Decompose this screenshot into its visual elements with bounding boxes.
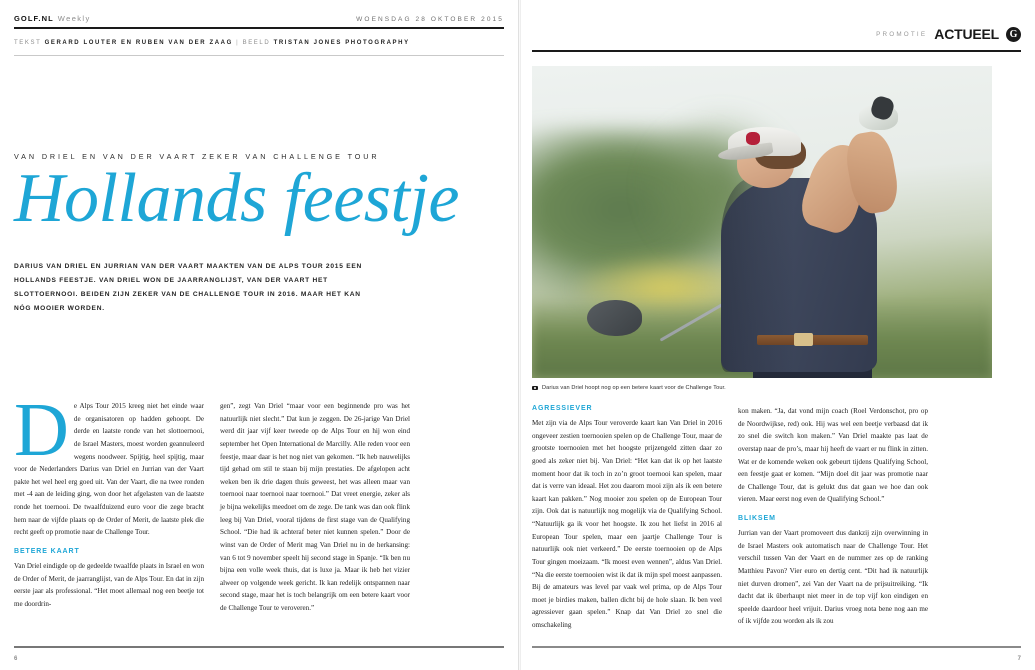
body-paragraph: kon maken. “Ja, dat vond mijn coach (Roel Verdonschot, pro op de Noordwijkse, red) ook. Hij was wel een beetje verbaasd dat ik zo snel die switch kon maken.” Van Driel maakte pas laat de overstap naar de pro’s, maar hij heeft de vaart er nu flink in zitten. Wat er de komende weken ook gebeurt tijdens Qualifying School, een feestje gaat er komen. “Mijn doel dit jaar was promotie naar de Challenge Tour, dat is gelukt dus dat gaan we hoe dan ook vieren. Maar eerst nog even de Qualifying School.” bbox=[738, 407, 928, 504]
body-paragraph: gen”, zegt Van Driel “maar voor een beginnende pro was het natuurlijk niet slecht.” Dat kun je zeggen. De 26-jarige Van Driel werd dit jaar vijf keer tweede op de Alps Tour en hij won eind september het Open International de Marcilly. Alle reden voor een feestje, maar daar is het nog niet van gekomen. “Ik heb nauwelijks tijd gehad om stil te staan bij mijn prestaties. De afgelopen acht weken ben ik drie dagen thuis geweest, het was alleen maar van toernooi naar toernooi naar toernooi.” Dat vreet energie, zeker als je bijna wekelijks meedoet om de zege. De tank was dan ook flink leeg bij Van Driel, vooral tijdens de first stage van de Qualifying School. “Die had ik achteraf beter niet kunnen spelen.” Door de winst van de Order of Merit mag Van Driel nu in de herkansing: van 6 tot 9 november speelt hij second stage in Spanje. “Ik ben nu bijna een volle week thuis, dat is luxe ja. Maar ik heb het vizier alweer op volgende week gericht. Ik kan redelijk ontspannen naar second stage, maar het is toch belangrijk om een betere kaart voor de Challenge Tour te veroveren.” bbox=[220, 402, 410, 612]
right-footer bbox=[532, 646, 1021, 656]
right-body-columns bbox=[532, 405, 928, 639]
photo-caption-text: Darius van Driel hoopt nog op een betere kaart voor de Challenge Tour. bbox=[542, 385, 726, 391]
body-text: e Alps Tour 2015 kreeg niet het einde waar de organisatoren op hadden gehoopt. De derde en laatste ronde van het slottoernooi, de Israel Masters, moest worden geannuleerd wegens noodweer. Spijtig, heel spijtig, maar voor de Nederlanders Darius van Driel en Jurrian van der Vaart pakte het wel heel erg goed uit. Van der Vaart, die na twee ronden met -4 aan de leiding ging, won door het afgelasten van de laatste ronde het toernooi. De twaalfduizend euro voor die zege bracht hem naar de vijfde plaats op de Order of Merit, de laatste plek die recht geeft op promotie naar de Challenge Tour. bbox=[14, 402, 204, 537]
left-column-2 bbox=[220, 400, 410, 622]
standfirst: DARIUS VAN DRIEL EN JURRIAN VAN DER VAART MAAKTEN VAN DE ALPS TOUR 2015 EEN HOLLANDS FEESTJE. VAN DRIEL WON DE JAARRANGLIJST, VAN DER VAART HET SLOTTOERNOOI. BEIDEN ZIJN ZEKER VAN DE CHALLENGE TOUR IN 2016. MAAR HET KAN NÓG MOOIER WORDEN. bbox=[14, 262, 362, 313]
subhead-bliksem: BLIKSEM bbox=[738, 515, 776, 522]
article-photo bbox=[532, 66, 992, 378]
body-paragraph: Jurrian van der Vaart promoveert dus dankzij zijn overwinning in de Israel Masters ook automatisch naar de Challenge Tour. Het verschil tussen Van der Vaart en de nummer zes op de ranking Matthieu Pavon? Vier euro en dertig cent. “Dit had ik natuurlijk niet durven dromen”, zei Van der Vaart na de prijsuitreiking. “Ik dacht dat ik überhaupt niet meer in de top vijf kon eindigen en speelde daardoor heel vrijuit. Darius vroeg nota bene nog aan me of ik vijfde zou worden als ik zou bbox=[738, 529, 928, 626]
body-paragraph: Van Driel eindigde op de gedeelde twaalfde plaats in Israel en won de Order of Merit, de jaarranglijst, van de Alps Tour. En dat in zijn eerste jaar als professional. “Het moet allemaal nog een beetje tot me doordrin- bbox=[14, 561, 204, 608]
body-paragraph bbox=[14, 388, 204, 539]
left-footer bbox=[14, 646, 504, 656]
byline-authors: GERARD LOUTER EN RUBEN VAN DER ZAAG bbox=[44, 40, 233, 46]
golfer-belt-buckle bbox=[794, 333, 812, 345]
right-column-2 bbox=[738, 405, 928, 639]
right-header-rule bbox=[532, 50, 1021, 52]
drop-cap: D bbox=[14, 388, 69, 472]
right-page bbox=[518, 0, 1035, 670]
golf-club-head bbox=[587, 300, 642, 336]
footer-rule bbox=[532, 646, 1021, 648]
section-label-promotie: PROMOTIE bbox=[876, 30, 928, 38]
golfer-cap-logo bbox=[746, 132, 760, 144]
subhead-agressiever: AGRESSIEVER bbox=[532, 405, 593, 412]
body-paragraph: Met zijn via de Alps Tour veroverde kaart kan Van Driel in 2016 ongeveer zestien toernooien spelen op de Challenge Tour, maar de grootste toernooien met het hoogste prijzengeld zitten daar zo goed als zeker niet bij. Van Driel: “Het kan dat ik op het laatste moment hoor dat ik toch in zo’n groot toernooi kan spelen, maar dat is verre van ideaal. Het zou daarom mooi zijn als ik een betere kaart kan pakken.” Nog mooier zou spelen op de European Tour zijn. Ook dat is natuurlijk nog mogelijk via de Qualifying School. “Natuurlijk ga ik voor het hoogste. Ik zou het liefst in 2016 al European Tour spelen, maar een jaartje Challenge Tour is natuurlijk ook niet verkeerd.” De eerste toernooien op de Alps Tour gingen moeizaam. “Ik moest even wennen”, aldus Van Driel. “Na die eerste toernooien wist ik dat ik mijn spel moest aanpassen. Bij de amateurs was level par vaak wel prima, op de Alps Tour moet je birdies maken, ballen dicht bij de hole slaan. Ik ben veel agressiever gaan spelen.” Knap dat Van Driel zo snel die omschakeling bbox=[532, 419, 722, 629]
masthead-logo-suffix: Weekly bbox=[57, 14, 91, 23]
byline-photographer: TRISTAN JONES PHOTOGRAPHY bbox=[273, 40, 410, 46]
photo-caption bbox=[532, 385, 992, 391]
section-label-actueel: ACTUEEL bbox=[934, 26, 999, 42]
golfer-belt bbox=[757, 335, 867, 346]
page-number-right: 7 bbox=[1017, 656, 1021, 662]
right-page-header bbox=[532, 0, 1021, 46]
masthead-date: WOENSDAG 28 OKTOBER 2015 bbox=[356, 16, 504, 23]
golf-nl-logo-icon: G bbox=[1006, 27, 1021, 42]
masthead bbox=[14, 0, 504, 23]
left-body-columns bbox=[14, 388, 410, 622]
byline-separator: | bbox=[236, 40, 240, 46]
byline-photo-label: BEELD bbox=[242, 40, 271, 46]
page-title: Hollands feestje bbox=[14, 160, 459, 237]
right-column-1 bbox=[532, 405, 722, 639]
page-number-left: 6 bbox=[14, 656, 18, 662]
masthead-logo bbox=[14, 14, 91, 23]
kicker: VAN DRIEL EN VAN DER VAART ZEKER VAN CHALLENGE TOUR bbox=[14, 152, 380, 161]
photo-canvas bbox=[532, 66, 992, 378]
masthead-logo-text: GOLF.NL bbox=[14, 14, 54, 23]
left-column-1 bbox=[14, 388, 204, 622]
byline-rule bbox=[14, 55, 504, 56]
subhead-betere-kaart: BETERE KAART bbox=[14, 547, 80, 555]
camera-icon bbox=[532, 386, 538, 391]
footer-rule bbox=[14, 646, 504, 648]
byline-text-label: TEKST bbox=[14, 40, 42, 46]
byline bbox=[14, 29, 504, 55]
spread-gutter bbox=[518, 0, 521, 670]
